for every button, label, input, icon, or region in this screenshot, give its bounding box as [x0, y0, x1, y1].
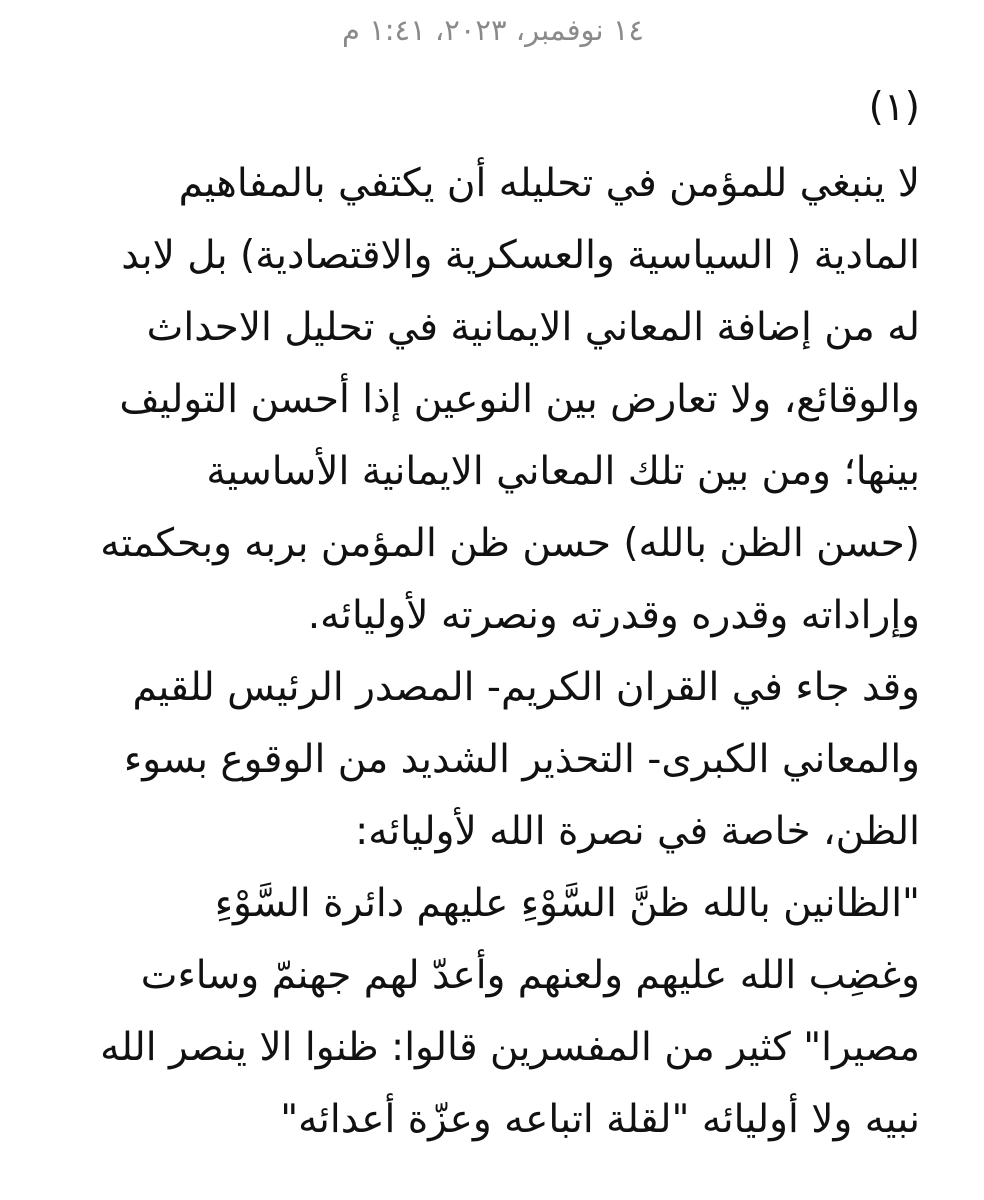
- text-line: مصيرا" كثير من المفسرين قالوا: ظنوا الا ينصر الله: [100, 1025, 920, 1070]
- text-line: بينها؛ ومن بين تلك المعاني الايمانية الأساسية: [206, 449, 920, 494]
- text-line: نبيه ولا أوليائه "لقلة اتباعه وعزّة أعدائه": [280, 1097, 920, 1142]
- text-line: المادية ( السياسية والعسكرية والاقتصادية) بل لابد: [121, 233, 920, 278]
- quote-line: وغضِب الله عليهم ولعنهم وأعدّ لهم جهنمّ وساءت: [140, 953, 920, 998]
- paragraph-number: (١): [868, 85, 920, 130]
- message-timestamp: ١٤ نوفمبر، ٢٠٢٣، ١:٤١ م: [342, 13, 644, 47]
- text-line: وقد جاء في القران الكريم- المصدر الرئيس للقيم: [132, 665, 920, 710]
- text-line: له من إضافة المعاني الايمانية في تحليل الاحداث: [146, 305, 920, 350]
- quote-line: "الظانين بالله ظنَّ السَّوْءِ عليهم دائرة السَّوْءِ: [214, 881, 920, 926]
- text-line: والمعاني الكبرى- التحذير الشديد من الوقوع بسوء: [123, 737, 920, 782]
- text-line: (حسن الظن بالله) حسن ظن المؤمن بربه وبحكمته: [100, 521, 920, 566]
- text-line: الظن، خاصة في نصرة الله لأوليائه:: [355, 809, 920, 854]
- text-line: وإراداته وقدره وقدرته ونصرته لأوليائه.: [307, 593, 920, 638]
- text-line: والوقائع، ولا تعارض بين النوعين إذا أحسن التوليف: [119, 377, 920, 422]
- text-line: لا ينبغي للمؤمن في تحليله أن يكتفي بالمفاهيم: [178, 161, 920, 206]
- message-body: [66, 78, 920, 1156]
